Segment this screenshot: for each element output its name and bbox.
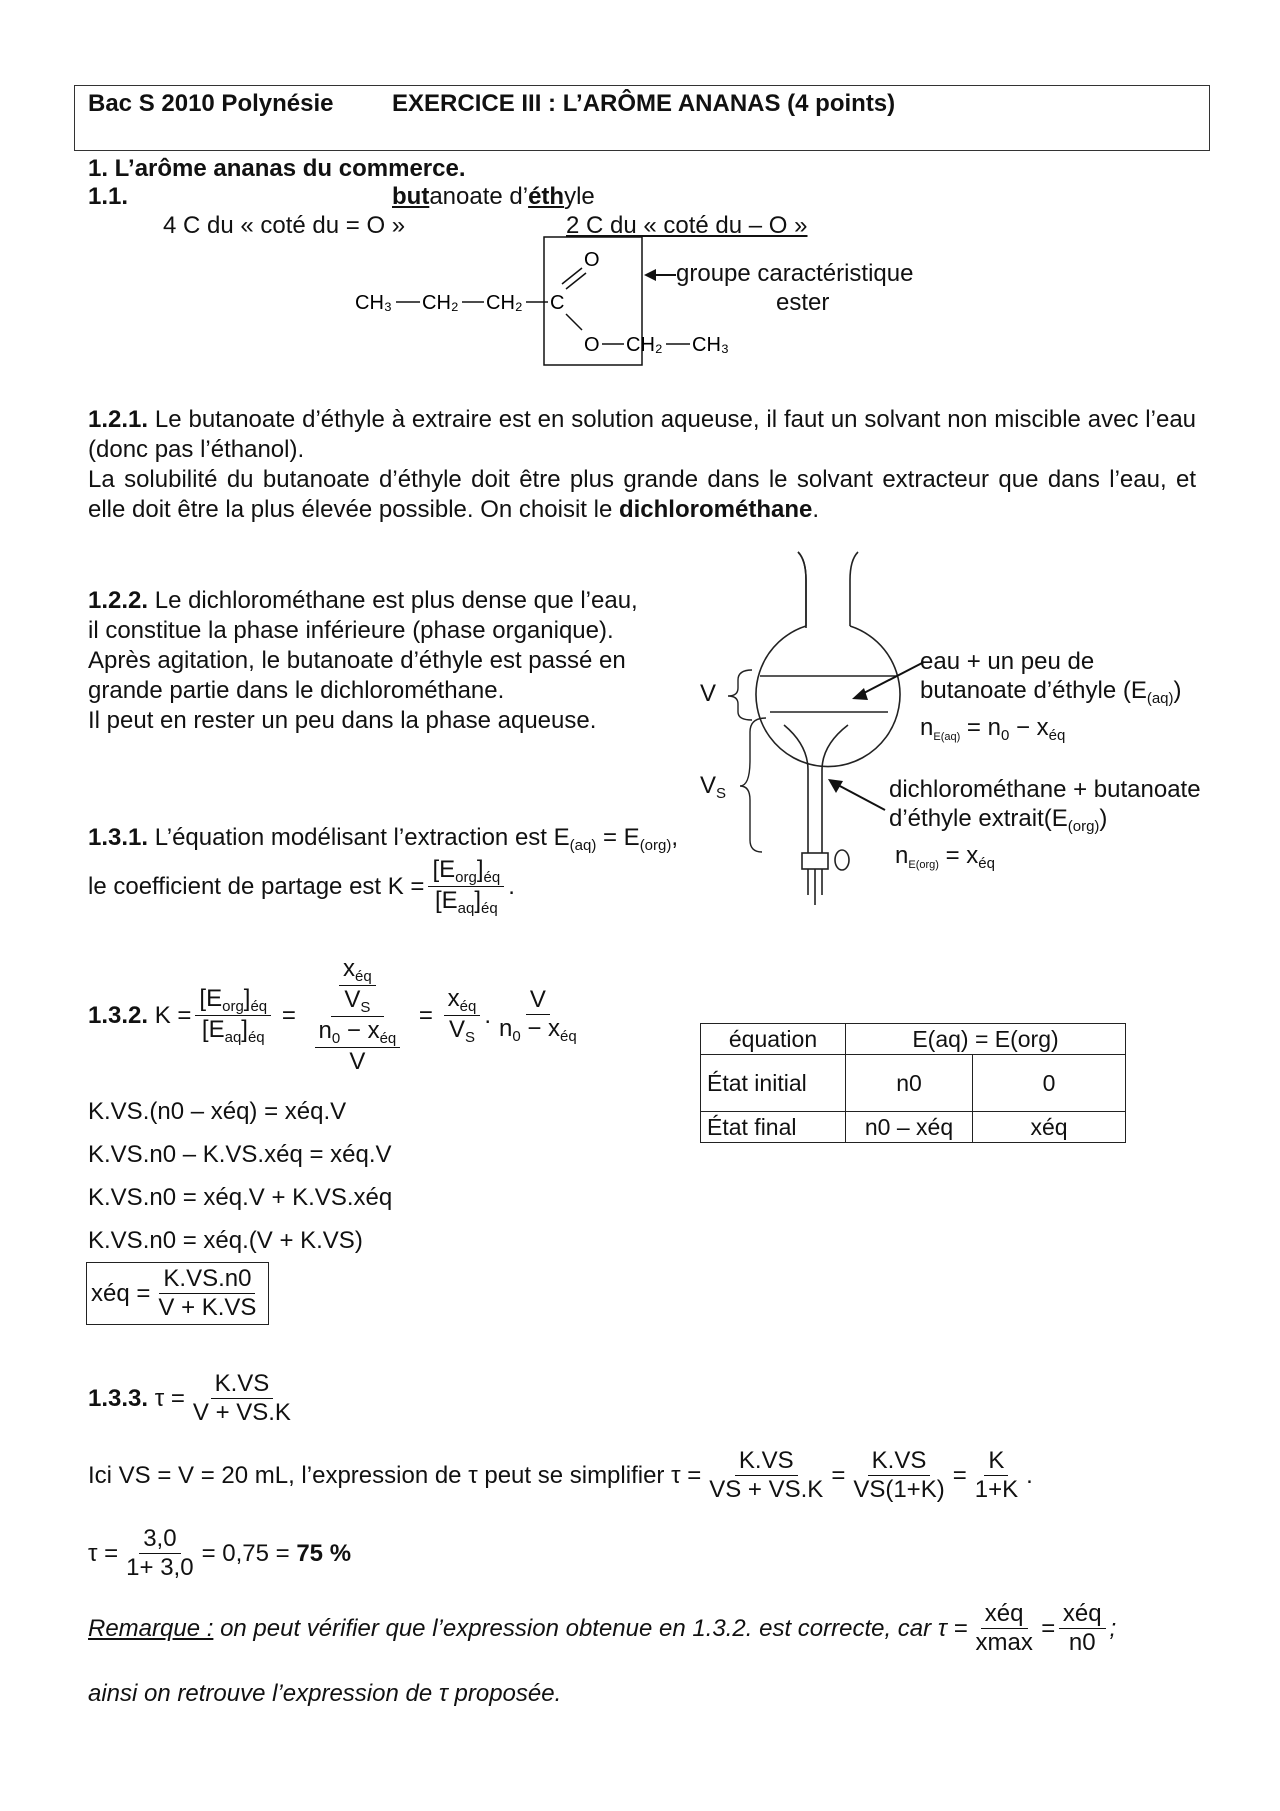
table-r2: État final (701, 1112, 846, 1143)
formula-o-top: O (584, 249, 600, 271)
funnel-bottom-l1: dichlorométhane + butanoate (889, 776, 1201, 803)
s132-frac4: $\frac{V}{n_0 - x_{éq}}$ (498, 986, 577, 1045)
s122-l5: Il peut en rester un peu dans la phase aqueuse. (88, 707, 597, 734)
s122-l3: Après agitation, le butanoate d’éthyle est passé en (88, 647, 626, 674)
s133-tau: τ = (154, 1384, 185, 1412)
funnel-bottom-eq-sub: E(org) (908, 859, 939, 871)
s131-coef (88, 856, 515, 917)
brace-v-icon (728, 670, 752, 720)
ester-name-eth: éth (528, 183, 565, 210)
funnel-top-l2-end: ) (1173, 677, 1182, 704)
funnel-top-eq-rest2: − x (1009, 714, 1049, 741)
section-1-heading: 1. L’arôme ananas du commerce. (88, 155, 466, 182)
s132-k: K = (154, 1001, 192, 1029)
q11-num: 1.1. (88, 183, 129, 210)
table-r2c2: n0 – xéq (846, 1112, 973, 1143)
formula-ch3: CH₃ (355, 292, 393, 314)
s131-comma: , (671, 824, 679, 851)
stopcock-icon (802, 853, 828, 869)
table-r2c3: xéq (973, 1112, 1126, 1143)
remark-line: Remarque : on peut vérifier que l’expression obtenue en 1.3.2. est correcte, car τ = $\frac{\text{xéq}}{xmax}$ = $\frac{\text{xéq}}{n0}$ ; (88, 1600, 1117, 1656)
s131-coef-text: le coefficient de partage est K = (88, 872, 425, 900)
formula-ch3b: CH₃ (692, 334, 730, 356)
funnel-bottom-l2-end: ) (1099, 805, 1108, 832)
s132-k-line: 1.3.2. K = $\frac{[E_{org}]_{éq}}{[E_{aq}]_{éq}}$ = $\frac{\frac{x_{éq}}{V_S}}{\frac{n_0 - x_{éq}}{V}}$ = $\frac{x_{éq}}{V_S}$ . $\frac{V}{n_0 - x_{éq}}$ (88, 955, 585, 1076)
table-h2: E(aq) = E(org) (846, 1024, 1126, 1055)
funnel-bottom-l2: d’éthyle extrait(E (889, 805, 1068, 832)
s131-num: 1.3.1. (88, 824, 149, 851)
s131-eq: = E (596, 824, 640, 851)
vs-sub: S (716, 785, 727, 802)
formula-o-bottom: O (584, 334, 600, 356)
s132-num: 1.3.2. (88, 1001, 149, 1029)
s122-l1: Le dichlorométhane est plus dense que l’eau, (154, 587, 638, 614)
s133-tau-frac: $\frac{K.VS}{V + VS.K}$ (192, 1370, 291, 1426)
boxed-num: K.VS.n0 (159, 1265, 255, 1294)
table-r1: État initial (701, 1055, 846, 1112)
brace-vs-icon (740, 718, 766, 852)
s121-p2: La solubilité du butanoate d’éthyle doit être plus grande dans le solvant extracteur que dans l’eau, et elle doit être la plus élevée possible. On choisit le (88, 466, 1196, 523)
s131-dot: . (508, 872, 515, 900)
boxed-den: V + K.VS (158, 1294, 257, 1321)
funnel-bottom-eq: n (895, 842, 909, 869)
funnel-bottom-eq-rest-sub: éq (978, 855, 995, 872)
funnel-top-eq-rest2-sub: éq (1048, 727, 1066, 744)
funnel-bottom-label (889, 775, 1201, 880)
table-r1c2: n0 (846, 1055, 973, 1112)
s121-num: 1.2.1. (88, 406, 149, 433)
funnel-top-eq: n (920, 714, 934, 741)
s122-num: 1.2.2. (88, 587, 149, 614)
advancement-table (700, 1023, 1126, 1143)
funnel-top-eq-rest-sub: 0 (1000, 727, 1010, 744)
s133-tau-line (88, 1370, 299, 1427)
s133-calc-line: τ = $\frac{3,0}{1+ 3,0}$ = 0,75 = 75 % (88, 1525, 352, 1581)
vs-v: V (700, 772, 717, 799)
funnel-top-eq-sub: E(aq) (933, 731, 961, 743)
calc-num: 3,0 (139, 1525, 180, 1554)
remark-text: on peut vérifier que l’expression obtenue en 1.3.2. est correcte, car τ = (220, 1614, 968, 1642)
funnel-vs-label (700, 772, 726, 802)
s122-l2: il constitue la phase inférieure (phase organique). (88, 617, 614, 644)
s121-p1: Le butanoate d’éthyle à extraire est en solution aqueuse, il faut un solvant non miscible avec l’eau (donc pas l’éthanol). (88, 406, 1197, 463)
left-carbon-note: 4 C du « coté du = O » (163, 212, 406, 239)
s132-frac1: $\frac{[E_{org}]_{éq}}{[E_{aq}]_{éq}}$ (195, 985, 271, 1046)
formula-c: C (550, 292, 565, 314)
exercise-label: EXERCICE III (392, 90, 542, 117)
funnel-v-label: V (700, 680, 717, 707)
s133-num: 1.3.3. (88, 1384, 149, 1412)
s132-derivation (88, 1090, 392, 1262)
derivation-line-2: K.VS.n0 – K.VS.xéq = xéq.V (88, 1141, 392, 1168)
s131-line (88, 824, 678, 854)
exercise-title: : L’ARÔME ANANAS (4 points) (548, 90, 896, 117)
partition-fraction (428, 856, 504, 917)
ester-name-mid: anoate d’ (429, 183, 529, 210)
table-h1: équation (701, 1024, 846, 1055)
s131-aq: (aq) (569, 837, 597, 854)
funnel-bottom-eq-rest: = x (938, 842, 979, 869)
derivation-line-4: K.VS.n0 = xéq.(V + K.VS) (88, 1227, 363, 1254)
header-left: Bac S 2010 Polynésie (88, 90, 334, 117)
funnel-top-eq-rest: = n (960, 714, 1001, 741)
s133-ici: Ici VS = V = 20 mL, l’expression de τ peut se simplifier τ = (88, 1461, 702, 1489)
calc-den: 1+ 3,0 (126, 1554, 194, 1581)
formula-ch2b: CH₂ (486, 292, 523, 314)
s132-frac2: $\frac{\frac{x_{éq}}{V_S}}{\frac{n_0 - x_{éq}}{V}}$ (307, 955, 409, 1076)
group-label-2: ester (776, 289, 830, 316)
formula-ch2c: CH₂ (626, 334, 663, 356)
s121-p2-bold: dichlorométhane (618, 496, 813, 523)
s131-text: L’équation modélisant l’extraction est E (154, 824, 570, 851)
right-carbon-note: 2 C du « coté du – O » (566, 212, 808, 239)
ester-name-end: yle (564, 183, 595, 210)
boxed-lhs: xéq = (91, 1279, 151, 1307)
s131-org: (org) (639, 837, 672, 854)
calc-pct: 75 % (296, 1539, 352, 1567)
s121-p2-end: . (812, 496, 819, 523)
calc-result: = 0,75 = (201, 1539, 290, 1567)
funnel-top-l2: butanoate d’éthyle (E (920, 677, 1147, 704)
s122-l4: grande partie dans le dichlorométhane. (88, 677, 505, 704)
derivation-line-1: K.VS.(n0 – xéq) = xéq.V (88, 1098, 347, 1125)
funnel-top-label (920, 647, 1182, 752)
remark-label: Remarque : (88, 1614, 214, 1642)
table-r1c3: 0 (973, 1055, 1126, 1112)
formula-ch2a: CH₂ (422, 292, 459, 314)
ester-name-but: but (392, 183, 430, 210)
funnel-bottom-l2-sub: (org) (1067, 818, 1100, 835)
derivation-line-3: K.VS.n0 = xéq.V + K.VS.xéq (88, 1184, 393, 1211)
s132-frac3: $\frac{x_{éq}}{V_S}$ (444, 985, 481, 1046)
partition-den: $[E_{aq}]_{éq}$ (434, 887, 498, 917)
group-label-1: groupe caractéristique (676, 260, 914, 287)
funnel-top-l1: eau + un peu de (920, 648, 1095, 675)
boxed-result (86, 1262, 269, 1325)
partition-num: $[E_{org}]_{éq}$ (428, 856, 504, 887)
arrow-icon (852, 688, 868, 700)
funnel-top-l2-sub: (aq) (1146, 690, 1174, 707)
remark-end: ainsi on retrouve l’expression de τ proposée. (88, 1680, 562, 1707)
s133-simplify-line: Ici VS = V = 20 mL, l’expression de τ peut se simplifier τ = $\frac{K.VS}{VS + VS.K}$ = $\frac{K.VS}{VS(1+K)}$ = $\frac{K}{1+K}$ . (88, 1447, 1033, 1503)
